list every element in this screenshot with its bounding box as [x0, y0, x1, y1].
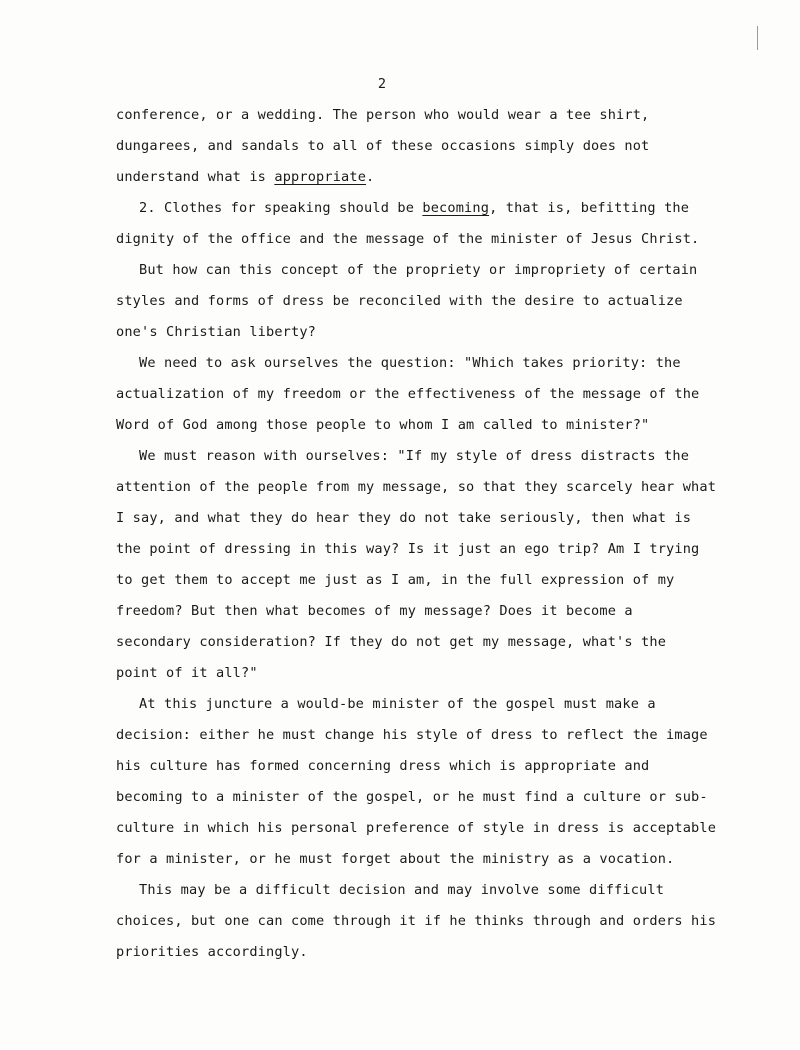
- page-edge-mark: [757, 26, 758, 50]
- text-line: [116, 906, 716, 937]
- text-segment: dignity of the office and the message of the minister of Jesus Christ.: [116, 231, 700, 247]
- text-segment: , that is, befitting the: [489, 200, 690, 216]
- text-segment: At this juncture a would-be minister of the gospel must make a: [139, 696, 656, 712]
- text-segment: But how can this concept of the propriety or impropriety of certain: [139, 262, 698, 278]
- text-line: [116, 751, 716, 782]
- text-segment: I say, and what they do hear they do not take seriously, then what is: [116, 510, 692, 526]
- text-line: [116, 441, 716, 472]
- text-line: [116, 379, 716, 410]
- text-segment: attention of the people from my message, so that they scarcely hear what: [116, 479, 717, 495]
- text-line: [116, 100, 716, 131]
- underlined-word: becoming: [422, 200, 490, 216]
- page-number: 2: [377, 76, 387, 92]
- text-line: [116, 503, 716, 534]
- paragraph: [116, 441, 716, 689]
- text-line: [116, 255, 716, 286]
- text-segment: We must reason with ourselves: "If my style of dress distracts the: [139, 448, 690, 464]
- text-line: [116, 348, 716, 379]
- paragraph: [116, 689, 716, 875]
- text-segment: choices, but one can come through it if he thinks through and orders his: [116, 913, 717, 929]
- underlined-word: appropriate: [274, 169, 367, 185]
- text-line: [116, 162, 716, 193]
- text-segment: 2. Clothes for speaking should be: [139, 200, 423, 216]
- text-segment: This may be a difficult decision and may involve some difficult: [139, 882, 665, 898]
- text-line: [116, 410, 716, 441]
- text-segment: secondary consideration? If they do not get my message, what's the: [116, 634, 667, 650]
- text-line: [116, 224, 716, 255]
- text-segment: priorities accordingly.: [116, 944, 308, 960]
- text-line: [116, 131, 716, 162]
- text-segment: Word of God among those people to whom I am called to minister?": [116, 417, 650, 433]
- text-segment: conference, or a wedding. The person who would wear a tee shirt,: [116, 107, 650, 123]
- text-segment: We need to ask ourselves the question: "Which takes priority: the: [139, 355, 681, 371]
- text-segment: actualization of my freedom or the effectiveness of the message of the: [116, 386, 700, 402]
- text-line: [116, 193, 716, 224]
- paragraph: [116, 255, 716, 348]
- text-segment: the point of dressing in this way? Is it just an ego trip? Am I trying: [116, 541, 700, 557]
- paragraph: [116, 193, 716, 255]
- text-segment: his culture has formed concerning dress which is appropriate and: [116, 758, 650, 774]
- text-line: [116, 472, 716, 503]
- text-segment: freedom? But then what becomes of my message? Does it become a: [116, 603, 633, 619]
- text-line: [116, 596, 716, 627]
- text-line: [116, 286, 716, 317]
- text-segment: dungarees, and sandals to all of these occasions simply does not: [116, 138, 650, 154]
- text-line: [116, 813, 716, 844]
- text-segment: .: [366, 169, 375, 185]
- text-segment: point of it all?": [116, 665, 258, 681]
- paragraph: [116, 348, 716, 441]
- body-text: [116, 100, 716, 968]
- text-segment: understand what is: [116, 169, 275, 185]
- text-line: [116, 720, 716, 751]
- text-line: [116, 875, 716, 906]
- paragraph: [116, 875, 716, 968]
- text-segment: styles and forms of dress be reconciled with the desire to actualize: [116, 293, 683, 309]
- text-segment: becoming to a minister of the gospel, or he must find a culture or sub-: [116, 789, 708, 805]
- text-segment: culture in which his personal preference of style in dress is acceptable: [116, 820, 717, 836]
- text-line: [116, 317, 716, 348]
- text-segment: for a minister, or he must forget about the ministry as a vocation.: [116, 851, 675, 867]
- text-line: [116, 534, 716, 565]
- text-line: [116, 844, 716, 875]
- text-line: [116, 658, 716, 689]
- text-line: [116, 565, 716, 596]
- paragraph: [116, 100, 716, 193]
- text-line: [116, 689, 716, 720]
- text-segment: to get them to accept me just as I am, in the full expression of my: [116, 572, 675, 588]
- text-line: [116, 627, 716, 658]
- text-segment: one's Christian liberty?: [116, 324, 317, 340]
- text-line: [116, 782, 716, 813]
- text-line: [116, 937, 716, 968]
- text-segment: decision: either he must change his style of dress to reflect the image: [116, 727, 708, 743]
